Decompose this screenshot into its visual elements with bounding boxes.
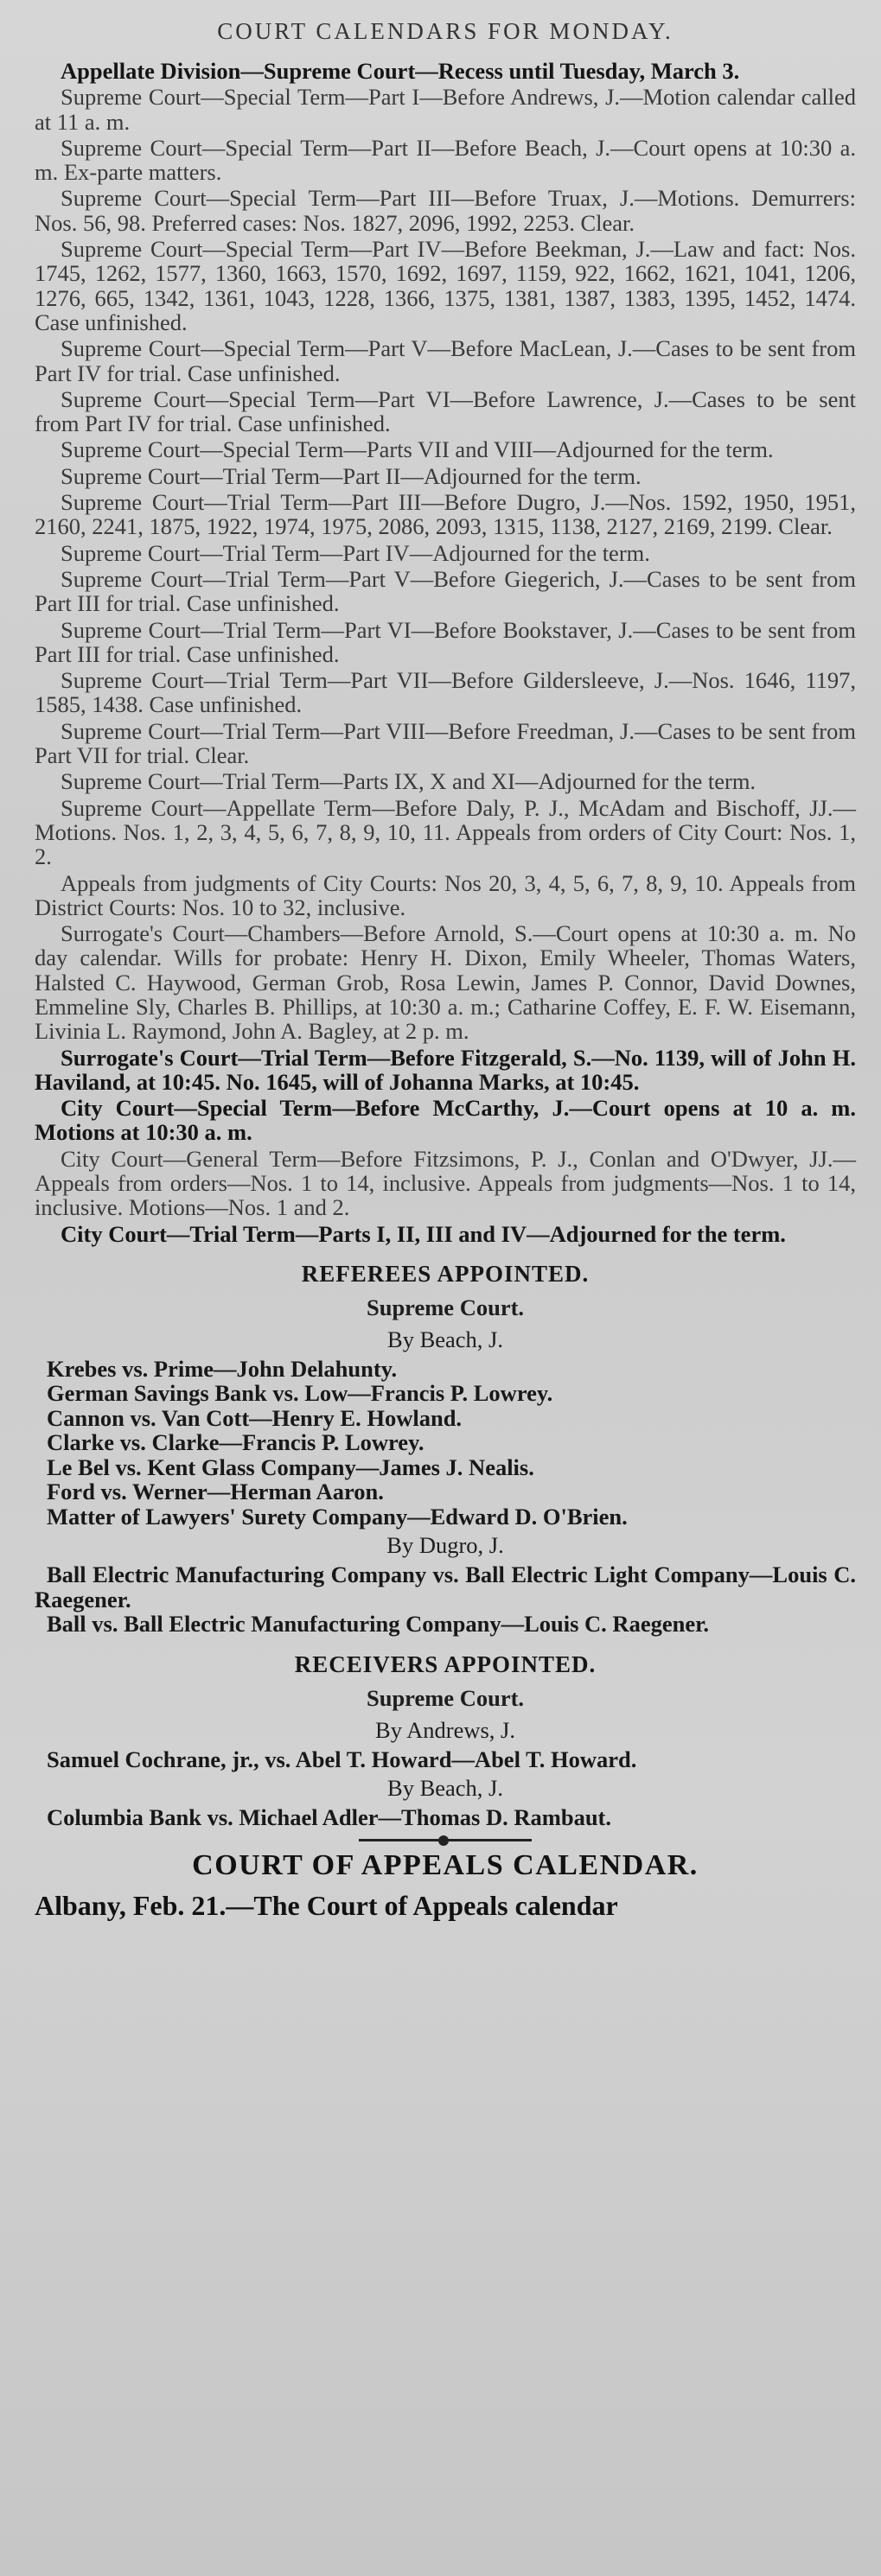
appointment-item: Samuel Cochrane, jr., vs. Abel T. Howard—Abel T. Howard. xyxy=(47,1746,637,1772)
judge-subheading: By Beach, J. xyxy=(387,1775,503,1802)
appointment-item: Le Bel vs. Kent Glass Company—James J. Nealis. xyxy=(47,1453,534,1480)
calendar-entry: Supreme Court—Special Term—Part III—Before Truax, J.—Motions. Demurrers: Nos. 56, 98. Preferred cases: Nos. 1827, 2096, 1992, 2253. Clear. xyxy=(35,185,856,236)
calendar-entry: Surrogate's Court—Trial Term—Before Fitzgerald, S.—No. 1139, will of John H. Haviland, at 10:45. No. 1645, will of Johanna Marks, at 10:45. xyxy=(35,1044,856,1095)
appeals-text: Albany, Feb. 21.—The Court of Appeals calendar xyxy=(35,1889,618,1921)
appointment-item: Krebes vs. Prime—John Delahunty. xyxy=(47,1355,398,1382)
appointment-item: German Savings Bank vs. Low—Francis P. Lowrey. xyxy=(47,1380,553,1407)
judge-subheading: By Dugro, J. xyxy=(386,1532,504,1559)
calendar-entries xyxy=(35,59,856,1246)
calendar-entry: Supreme Court—Special Term—Part VI—Before Lawrence, J.—Cases to be sent from Part IV for trial. Case unfinished. xyxy=(35,385,856,437)
section-heading: REFEREES APPOINTED. xyxy=(301,1260,590,1287)
page-title: COURT CALENDARS FOR MONDAY. xyxy=(217,18,674,44)
divider-rule xyxy=(359,1839,532,1841)
newspaper-column xyxy=(35,16,856,1923)
judge-subheading: By Andrews, J. xyxy=(375,1716,515,1743)
appointment-item: Cannon vs. Van Cott—Henry E. Howland. xyxy=(47,1404,463,1431)
appeals-title: COURT OF APPEALS CALENDAR. xyxy=(192,1848,699,1881)
calendar-entry: Supreme Court—Special Term—Part IV—Before Beekman, J.—Law and fact: Nos. 1745, 1262, 1577, 1360, 1663, 1570, 1692, 1697, 1159, 922, 1662, 1621, 1041, 1206, 1276, 665, 1342, 1361, 1043, 1228, 1366, 1375, 1381, 1387, 1383, 1395, 1452, 1474. Case unfinished. xyxy=(35,236,856,335)
calendar-entry: Supreme Court—Trial Term—Part II—Adjourned for the term. xyxy=(61,462,642,489)
calendar-entry: Supreme Court—Trial Term—Part IV—Adjourned for the term. xyxy=(61,539,650,566)
calendar-entry: Supreme Court—Trial Term—Part VII—Before Gildersleeve, J.—Nos. 1646, 1197, 1585, 1438. Case unfinished. xyxy=(35,667,856,718)
judge-subheading: By Beach, J. xyxy=(387,1326,503,1352)
calendar-entry: Supreme Court—Special Term—Part II—Before Beach, J.—Court opens at 10:30 a. m. Ex-parte matters. xyxy=(35,134,856,186)
calendar-entry: Surrogate's Court—Chambers—Before Arnold, S.—Court opens at 10:30 a. m. No day calendar. Wills for probate: Henry H. Dixon, Emily Wheeler, Thomas Waters, Halsted C. Haywood, German Grob, Rosa Lewin, James P. Connor, David Downes, Emmeline Sly, Charles B. Phillips, at 10:30 a. m.; Catharine Coffey, E. F. W. Eisemann, Livinia L. Raymond, John A. Bagley, at 2 p. m. xyxy=(35,920,856,1045)
calendar-entry: Supreme Court—Trial Term—Part VI—Before Bookstaver, J.—Cases to be sent from Part III for trial. Case unfinished. xyxy=(35,616,856,667)
calendar-entry: Supreme Court—Appellate Term—Before Daly, P. J., McAdam and Bischoff, JJ.—Motions. Nos. 1, 2, 3, 4, 5, 6, 7, 8, 9, 10, 11. Appeals from orders of City Court: Nos. 1, 2. xyxy=(35,794,856,870)
appointment-item: Ball vs. Ball Electric Manufacturing Company—Louis C. Raegener. xyxy=(47,1611,710,1638)
calendar-entry: City Court—Trial Term—Parts I, II, III and IV—Adjourned for the term. xyxy=(61,1220,786,1247)
appointment-item: Ball Electric Manufacturing Company vs. Ball Electric Light Company—Louis C. Raegener. xyxy=(35,1562,856,1612)
court-subheading: Supreme Court. xyxy=(366,1294,525,1320)
section-heading: RECEIVERS APPOINTED. xyxy=(294,1651,597,1677)
calendar-entry: Supreme Court—Special Term—Part V—Before MacLean, J.—Cases to be sent from Part IV for trial. Case unfinished. xyxy=(35,335,856,386)
calendar-entry: Supreme Court—Trial Term—Part VIII—Before Freedman, J.—Cases to be sent from Part VII for trial. Clear. xyxy=(35,717,856,769)
calendar-entry: City Court—Special Term—Before McCarthy, J.—Court opens at 10 a. m. Motions at 10:30 a. m. xyxy=(35,1095,856,1146)
referees-section xyxy=(35,1258,856,1637)
calendar-entry: Supreme Court—Trial Term—Part III—Before Dugro, J.—Nos. 1592, 1950, 1951, 2160, 2241, 1875, 1922, 1974, 1975, 2086, 2093, 1315, 1138, 2127, 2169, 2199. Clear. xyxy=(35,489,856,540)
court-subheading: Supreme Court. xyxy=(366,1684,525,1711)
calendar-entry: Supreme Court—Trial Term—Part V—Before Giegerich, J.—Cases to be sent from Part III for trial. Case unfinished. xyxy=(35,565,856,617)
appointment-item: Columbia Bank vs. Michael Adler—Thomas D. Rambaut. xyxy=(47,1804,612,1831)
receivers-section xyxy=(35,1649,856,1830)
appointment-item: Clarke vs. Clarke—Francis P. Lowrey. xyxy=(47,1429,425,1456)
calendar-entry: Appellate Division—Supreme Court—Recess until Tuesday, March 3. xyxy=(61,58,740,84)
calendar-entry: Supreme Court—Trial Term—Parts IX, X and XI—Adjourned for the term. xyxy=(61,768,757,795)
appointment-item: Ford vs. Werner—Herman Aaron. xyxy=(47,1479,384,1505)
calendar-entry: Appeals from judgments of City Courts: Nos 20, 3, 4, 5, 6, 7, 8, 9, 10. Appeals from District Courts: Nos. 10 to 32, inclusive. xyxy=(35,869,856,920)
appointment-item: Matter of Lawyers' Surety Company—Edward D. O'Brien. xyxy=(47,1503,628,1530)
calendar-entry: Supreme Court—Special Term—Part I—Before Andrews, J.—Motion calendar called at 11 a. m. xyxy=(35,84,856,135)
calendar-entry: Supreme Court—Special Term—Parts VII and VIII—Adjourned for the term. xyxy=(61,436,774,463)
calendar-entry: City Court—General Term—Before Fitzsimons, P. J., Conlan and O'Dwyer, JJ.—Appeals from orders—Nos. 1 to 14, inclusive. Appeals from judgments—Nos. 1 to 14, inclusive. Motions—Nos. 1 and 2. xyxy=(35,1145,856,1221)
